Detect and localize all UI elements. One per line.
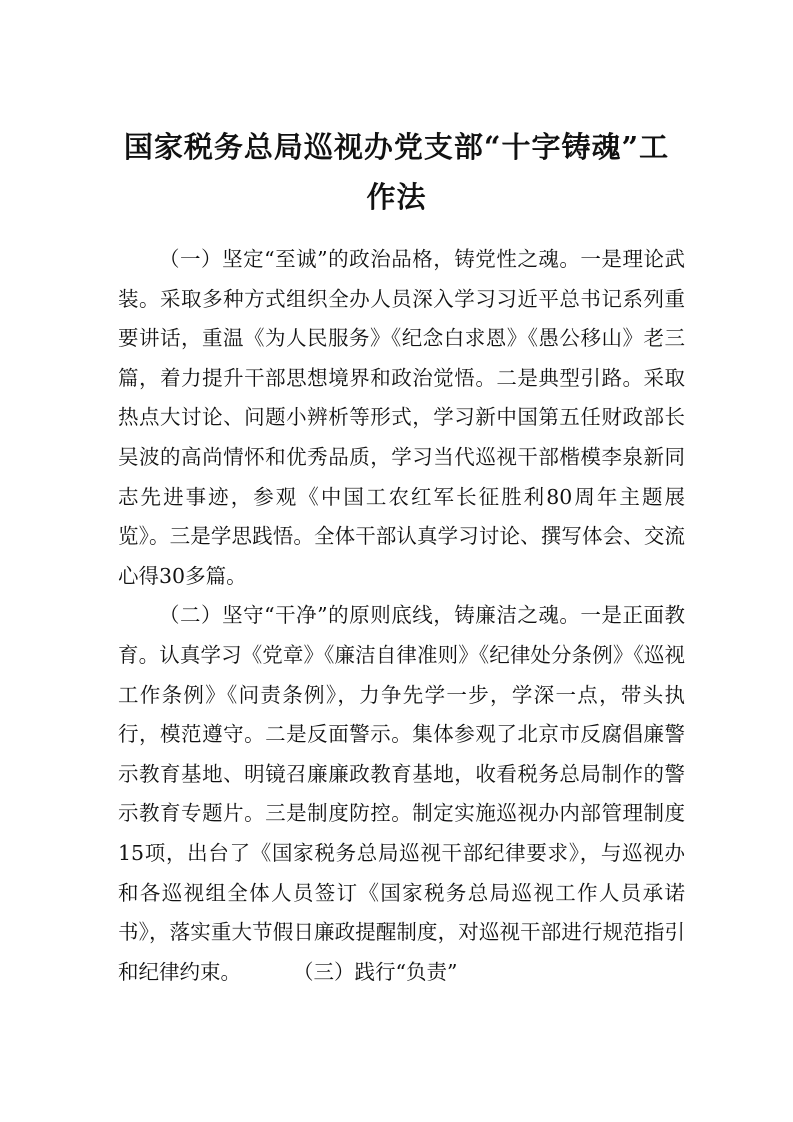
paragraph-2 bbox=[118, 596, 685, 992]
document-title: 国家税务总局巡视办党支部“十字铸魂”工作法 bbox=[123, 130, 670, 214]
paragraph-3-start: （三）践行“负责” bbox=[293, 959, 458, 984]
document-body bbox=[118, 240, 685, 992]
paragraph-1: （一）坚定“至诚”的政治品格，铸党性之魂。一是理论武装。采取多种方式组织全办人员深入学习习近平总书记系列重要讲话，重温《为人民服务》《纪念白求恩》《愚公移山》老三篇，着力提升干部思想境界和政治觉悟。二是典型引路。采取热点大讨论、问题小辨析等形式，学习新中国第五任财政部长吴波的高尚情怀和优秀品质，学习当代巡视干部楷模李泉新同志先进事迹，参观《中国工农红军长征胜利80周年主题展览》。三是学思践悟。全体干部认真学习讨论、撰写体会、交流心得30多篇。 bbox=[118, 247, 685, 588]
paragraph-2-text: （二）坚守“干净”的原则底线，铸廉洁之魂。一是正面教育。认真学习《党章》《廉洁自律准则》《纪律处分条例》《巡视工作条例》《问责条例》，力争先学一步，学深一点，带头执行，模范遵守。二是反面警示。集体参观了北京市反腐倡廉警示教育基地、明镜召廉廉政教育基地，收看税务总局制作的警示教育专题片。三是制度防控。制定实施巡视办内部管理制度15项，出台了《国家税务总局巡视干部纪律要求》，与巡视办和各巡视组全体人员签订《国家税务总局巡视工作人员承诺书》，落实重大节假日廉政提醒制度，对巡视干部进行规范指引和纪律约束。 bbox=[118, 603, 685, 984]
